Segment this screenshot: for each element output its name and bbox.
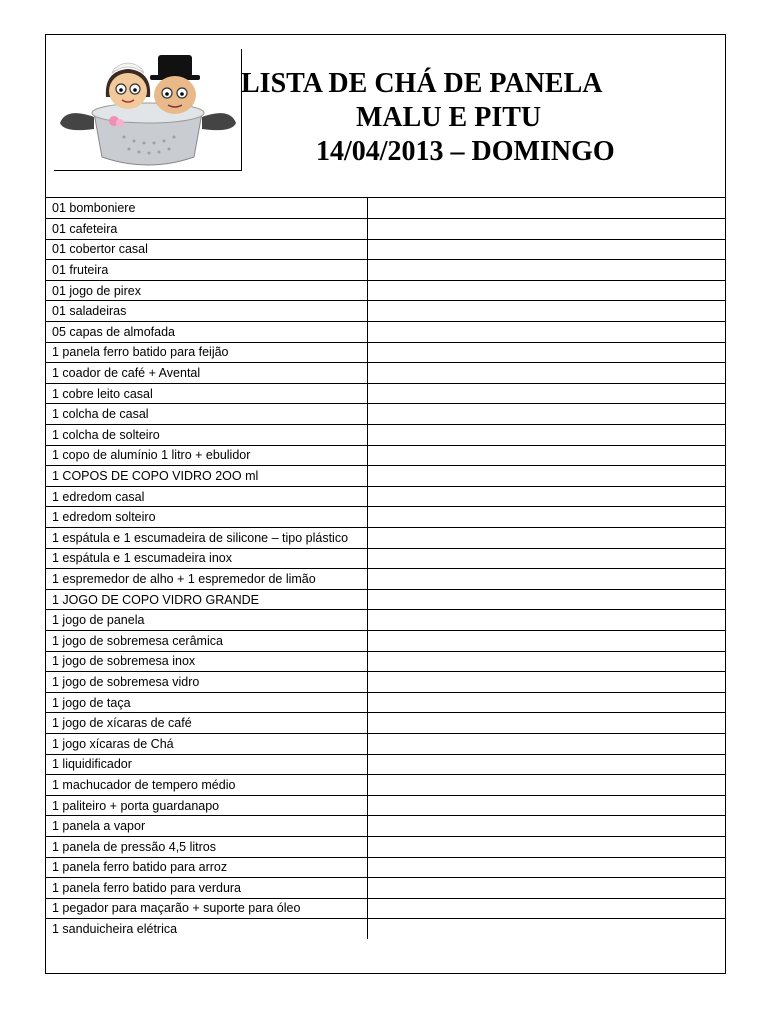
signature-cell [367,404,726,425]
signature-cell [367,280,726,301]
signature-cell [367,486,726,507]
bride-groom-pot-icon [54,49,241,170]
table-row [46,528,726,549]
item-name-cell: 01 saladeiras [46,301,367,322]
signature-cell [367,857,726,878]
signature-cell [367,383,726,404]
table-row [46,445,726,466]
table-row [46,219,726,240]
table-row [46,198,726,219]
item-name-cell: 1 panela ferro batido para arroz [46,857,367,878]
signature-cell [367,919,726,940]
signature-cell [367,260,726,281]
table-row [46,610,726,631]
item-name-cell: 01 jogo de pirex [46,280,367,301]
signature-cell [367,342,726,363]
signature-cell [367,692,726,713]
document-sheet [45,34,726,974]
document-title [236,67,656,169]
item-name-cell: 1 edredom solteiro [46,507,367,528]
table-row [46,548,726,569]
item-name-cell: 1 panela ferro batido para feijão [46,342,367,363]
table-row [46,672,726,693]
item-name-cell: 1 jogo de sobremesa vidro [46,672,367,693]
signature-cell [367,878,726,899]
item-name-cell: 1 colcha de solteiro [46,425,367,446]
item-name-cell: 1 espátula e 1 escumadeira inox [46,548,367,569]
table-row [46,795,726,816]
table-row [46,733,726,754]
table-row [46,878,726,899]
item-name-cell: 01 cobertor casal [46,239,367,260]
table-row [46,919,726,940]
item-name-cell: 01 fruteira [46,260,367,281]
table-row [46,692,726,713]
item-name-cell: 1 jogo de xícaras de café [46,713,367,734]
table-row [46,630,726,651]
table-row [46,857,726,878]
title-line-2: MALU E PITU [356,102,542,133]
item-name-cell: 1 panela ferro batido para verdura [46,878,367,899]
table-row [46,754,726,775]
item-name-cell: 1 sanduicheira elétrica [46,919,367,940]
signature-cell [367,239,726,260]
item-name-cell: 1 coador de café + Avental [46,363,367,384]
signature-cell [367,816,726,837]
table-row [46,836,726,857]
table-row [46,301,726,322]
item-name-cell: 01 bomboniere [46,198,367,219]
signature-cell [367,836,726,857]
signature-cell [367,569,726,590]
item-name-cell: 1 jogo de sobremesa inox [46,651,367,672]
title-line-1: LISTA DE CHÁ DE PANELA [241,68,603,99]
signature-cell [367,610,726,631]
table-row [46,898,726,919]
signature-cell [367,795,726,816]
table-row [46,507,726,528]
gift-list-table [46,198,726,939]
item-name-cell: 1 pegador para maçarão + suporte para óleo [46,898,367,919]
item-name-cell: 1 jogo de panela [46,610,367,631]
table-row [46,486,726,507]
item-name-cell: 1 JOGO DE COPO VIDRO GRANDE [46,589,367,610]
title-line-3: 14/04/2013 – DOMINGO [316,136,615,167]
signature-cell [367,754,726,775]
signature-cell [367,198,726,219]
signature-cell [367,775,726,796]
signature-cell [367,322,726,343]
table-row [46,589,726,610]
item-name-cell: 1 COPOS DE COPO VIDRO 2OO ml [46,466,367,487]
table-row [46,425,726,446]
table-row [46,322,726,343]
item-name-cell: 1 espremedor de alho + 1 espremedor de limão [46,569,367,590]
signature-cell [367,713,726,734]
item-name-cell: 1 espátula e 1 escumadeira de silicone – tipo plástico [46,528,367,549]
item-name-cell: 1 edredom casal [46,486,367,507]
table-row [46,713,726,734]
table-row [46,775,726,796]
table-row [46,342,726,363]
bride-groom-pot-logo [54,49,242,171]
signature-cell [367,363,726,384]
signature-cell [367,898,726,919]
signature-cell [367,507,726,528]
item-name-cell: 1 jogo de taça [46,692,367,713]
signature-cell [367,528,726,549]
item-name-cell: 01 cafeteira [46,219,367,240]
signature-cell [367,466,726,487]
signature-cell [367,630,726,651]
table-row [46,280,726,301]
signature-cell [367,425,726,446]
signature-cell [367,445,726,466]
item-name-cell: 1 machucador de tempero médio [46,775,367,796]
item-name-cell: 1 liquidificador [46,754,367,775]
item-name-cell: 1 paliteiro + porta guardanapo [46,795,367,816]
document-header [46,35,725,198]
table-row [46,260,726,281]
table-row [46,363,726,384]
table-row [46,383,726,404]
item-name-cell: 05 capas de almofada [46,322,367,343]
signature-cell [367,548,726,569]
signature-cell [367,672,726,693]
table-row [46,569,726,590]
item-name-cell: 1 panela de pressão 4,5 litros [46,836,367,857]
item-name-cell: 1 panela a vapor [46,816,367,837]
signature-cell [367,219,726,240]
table-row [46,239,726,260]
table-row [46,404,726,425]
signature-cell [367,589,726,610]
table-row [46,816,726,837]
item-name-cell: 1 jogo xícaras de Chá [46,733,367,754]
table-row [46,466,726,487]
signature-cell [367,733,726,754]
item-name-cell: 1 copo de alumínio 1 litro + ebulidor [46,445,367,466]
signature-cell [367,651,726,672]
item-name-cell: 1 colcha de casal [46,404,367,425]
item-name-cell: 1 cobre leito casal [46,383,367,404]
item-name-cell: 1 jogo de sobremesa cerâmica [46,630,367,651]
signature-cell [367,301,726,322]
table-row [46,651,726,672]
